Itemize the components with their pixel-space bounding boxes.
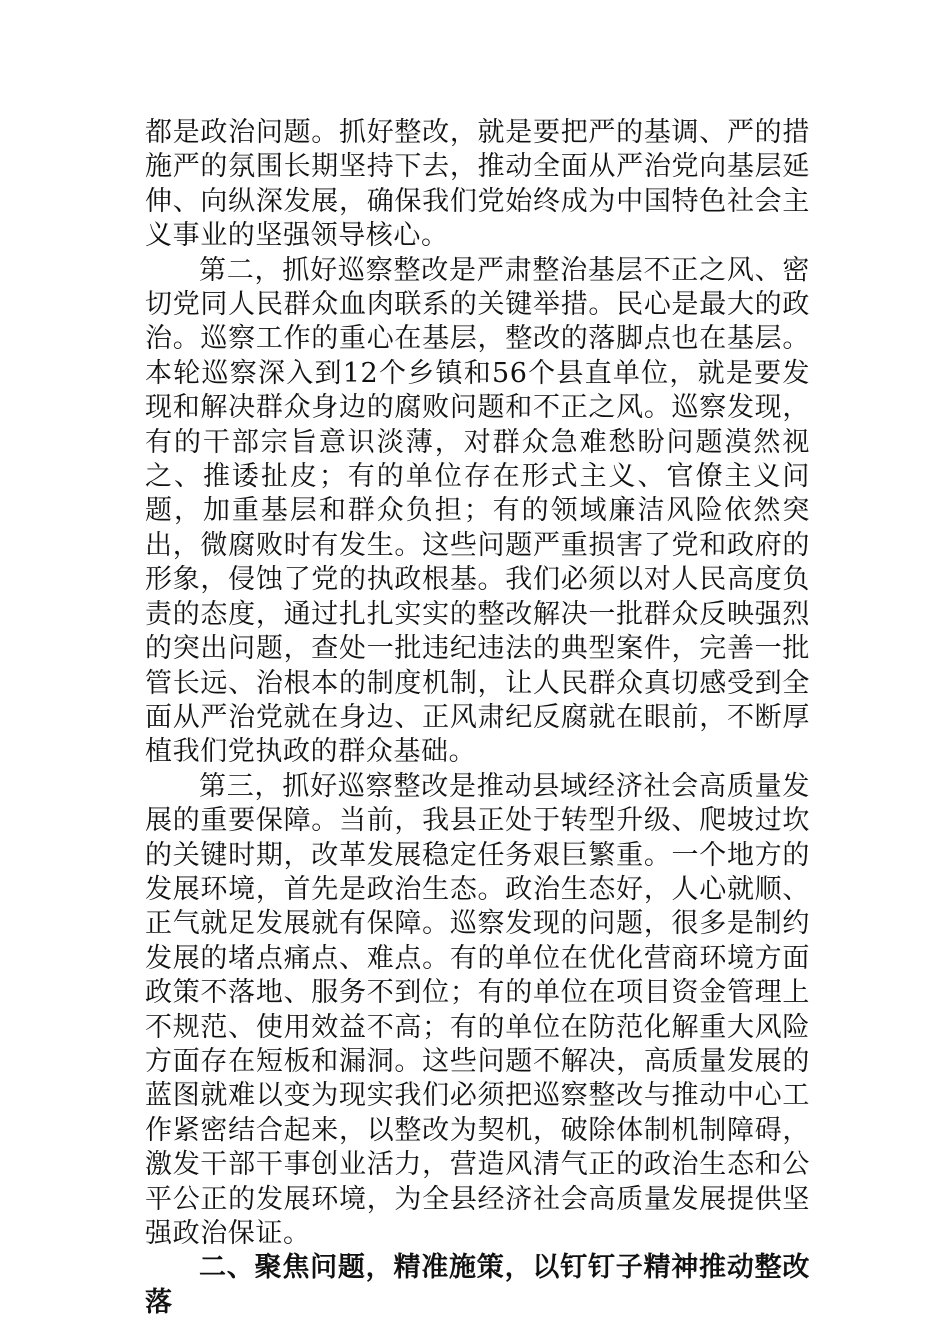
section-heading: 二、聚焦问题，精准施策，以钉钉子精神推动整改落 bbox=[145, 1252, 810, 1318]
document-body bbox=[145, 116, 810, 1320]
paragraph-third-point: 第三，抓好巡察整改是推动县域经济社会高质量发展的重要保障。当前，我县正处于转型升级、爬坡过坎的关键时期，改革发展稳定任务艰巨繁重。一个地方的发展环境，首先是政治生态。政治生态好，人心就顺、正气就足发展就有保障。巡察发现的问题，很多是制约发展的堵点痛点、难点。有的单位在优化营商环境方面政策不落地、服务不到位；有的单位在项目资金管理上不规范、使用效益不高；有的单位在防范化解重大风险方面存在短板和漏洞。这些问题不解决，高质量发展的蓝图就难以变为现实我们必须把巡察整改与推动中心工作紧密结合起来，以整改为契机，破除体制机制障碍，激发干部干事创业活力，营造风清气正的政治生态和公平公正的发展环境，为全县经济社会高质量发展提供坚强政治保证。 bbox=[145, 770, 810, 1249]
paragraph-continuation: 都是政治问题。抓好整改，就是要把严的基调、严的措施严的氛围长期坚持下去，推动全面从严治党向基层延伸、向纵深发展，确保我们党始终成为中国特色社会主义事业的坚强领导核心。 bbox=[145, 117, 810, 252]
paragraph-second-point: 第二，抓好巡察整改是严肃整治基层不正之风、密切党同人民群众血肉联系的关键举措。民心是最大的政治。巡察工作的重心在基层，整改的落脚点也在基层。本轮巡察深入到12个乡镇和56个县直单位，就是要发现和解决群众身边的腐败问题和不正之风。巡察发现，有的干部宗旨意识淡薄，对群众急难愁盼问题漠然视之、推诿扯皮；有的单位存在形式主义、官僚主义问题，加重基层和群众负担；有的领域廉洁风险依然突出，微腐败时有发生。这些问题严重损害了党和政府的形象，侵蚀了党的执政根基。我们必须以对人民高度负责的态度，通过扎扎实实的整改解决一批群众反映强烈的突出问题，查处一批违纪违法的典型案件，完善一批管长远、治根本的制度机制，让人民群众真切感受到全面从严治党就在身边、正风肃纪反腐就在眼前，不断厚植我们党执政的群众基础。 bbox=[145, 254, 810, 768]
